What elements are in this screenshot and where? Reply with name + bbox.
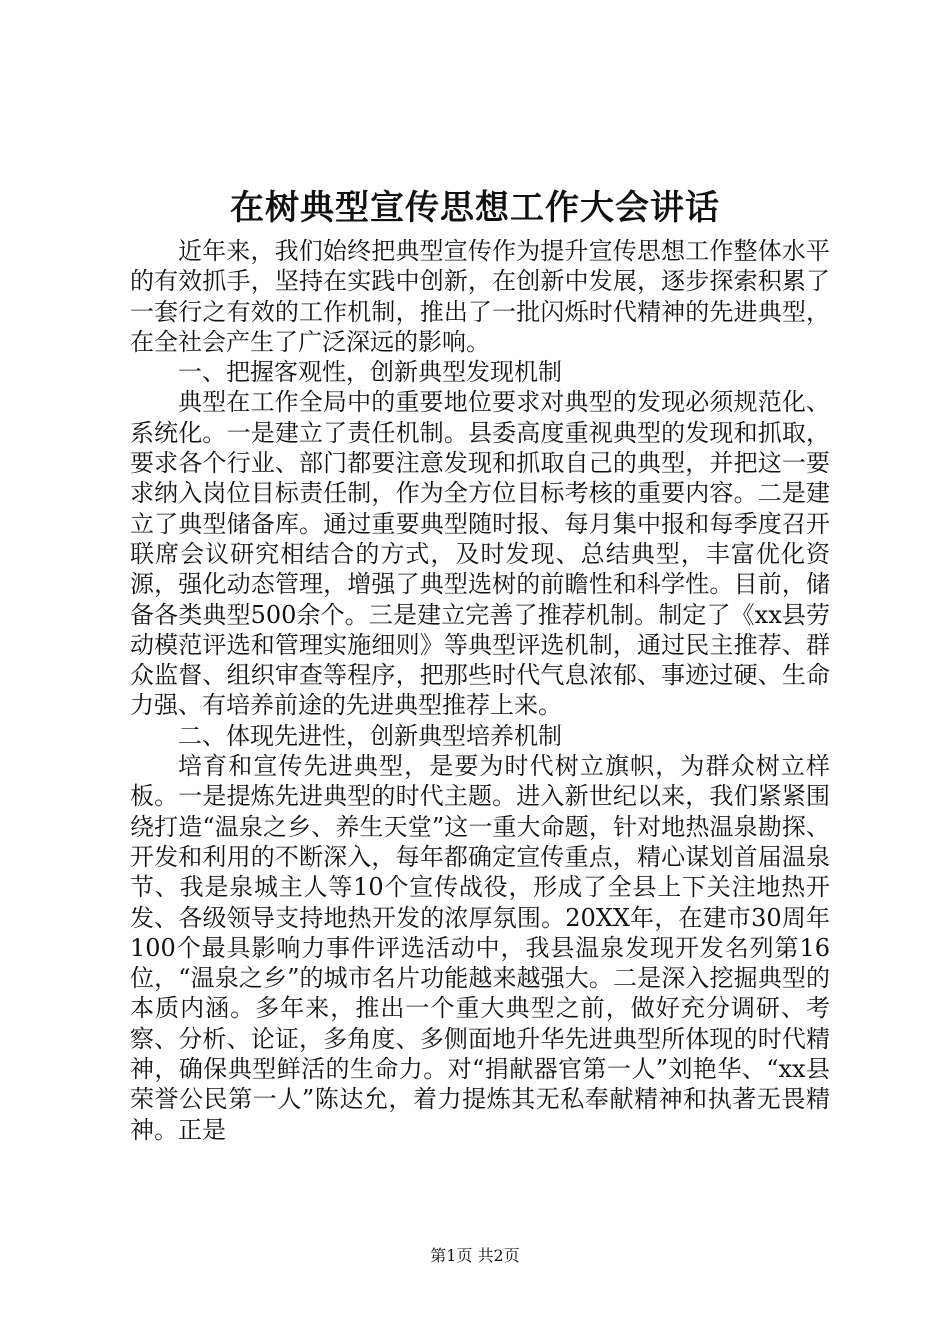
page-number-footer: 第1页 共2页 bbox=[430, 1246, 520, 1265]
paragraph-intro: 近年来，我们始终把典型宣传作为提升宣传思想工作整体水平的有效抓手，坚持在实践中创新，在创新中发展，逐步探索积累了一套行之有效的工作机制，推出了一批闪烁时代精神的先进典型，在全社会产生了广泛深远的影响。 bbox=[130, 237, 830, 356]
paragraph-section-2: 培育和宣传先进典型，是要为时代树立旗帜，为群众树立样板。一是提炼先进典型的时代主题。进入新世纪以来，我们紧紧围绕打造“温泉之乡、养生天堂”这一重大命题，针对地热温泉勘探、开发和利用的不断深入，每年都确定宣传重点，精心谋划首届温泉节、我是泉城主人等10个宣传战役，形成了全县上下关注地热开发、各级领导支持地热开发的浓厚氛围。20XX年，在建市30周年100个最具影响力事件评选活动中，我县温泉发现开发名列第16位，“温泉之乡”的城市名片功能越来越强大。二是深入挖掘典型的本质内涵。多年来，推出一个重大典型之前，做好充分调研、考察、分析、论证，多角度、多侧面地升华先进典型所体现的时代精神，确保典型鲜活的生命力。对“捐献器官第一人”刘艳华、“xx县荣誉公民第一人”陈达允，着力提炼其无私奉献精神和执著无畏精神。正是 bbox=[130, 752, 830, 1144]
section-heading-1: 一、把握客观性，创新典型发现机制 bbox=[178, 358, 562, 387]
document-title: 在树典型宣传思想工作大会讲话 bbox=[230, 188, 720, 228]
paragraph-section-1: 典型在工作全局中的重要地位要求对典型的发现必须规范化、系统化。一是建立了责任机制。县委高度重视典型的发现和抓取，要求各个行业、部门都要注意发现和抓取自己的典型，并把这一要求纳入岗位目标责任制，作为全方位目标考核的重要内容。二是建立了典型储备库。通过重要典型随时报、每月集中报和每季度召开联席会议研究相结合的方式，及时发现、总结典型，丰富优化资源，强化动态管理，增强了典型选树的前瞻性和科学性。目前，储备各类典型500余个。三是建立完善了推荐机制。制定了《xx县劳动模范评选和管理实施细则》等典型评选机制，通过民主推荐、群众监督、组织审查等程序，把那些时代气息浓郁、事迹过硬、生命力强、有培养前途的先进典型推荐上来。 bbox=[130, 388, 830, 720]
document-body bbox=[130, 236, 830, 1145]
section-heading-2: 二、体现先进性，创新典型培养机制 bbox=[178, 721, 562, 750]
